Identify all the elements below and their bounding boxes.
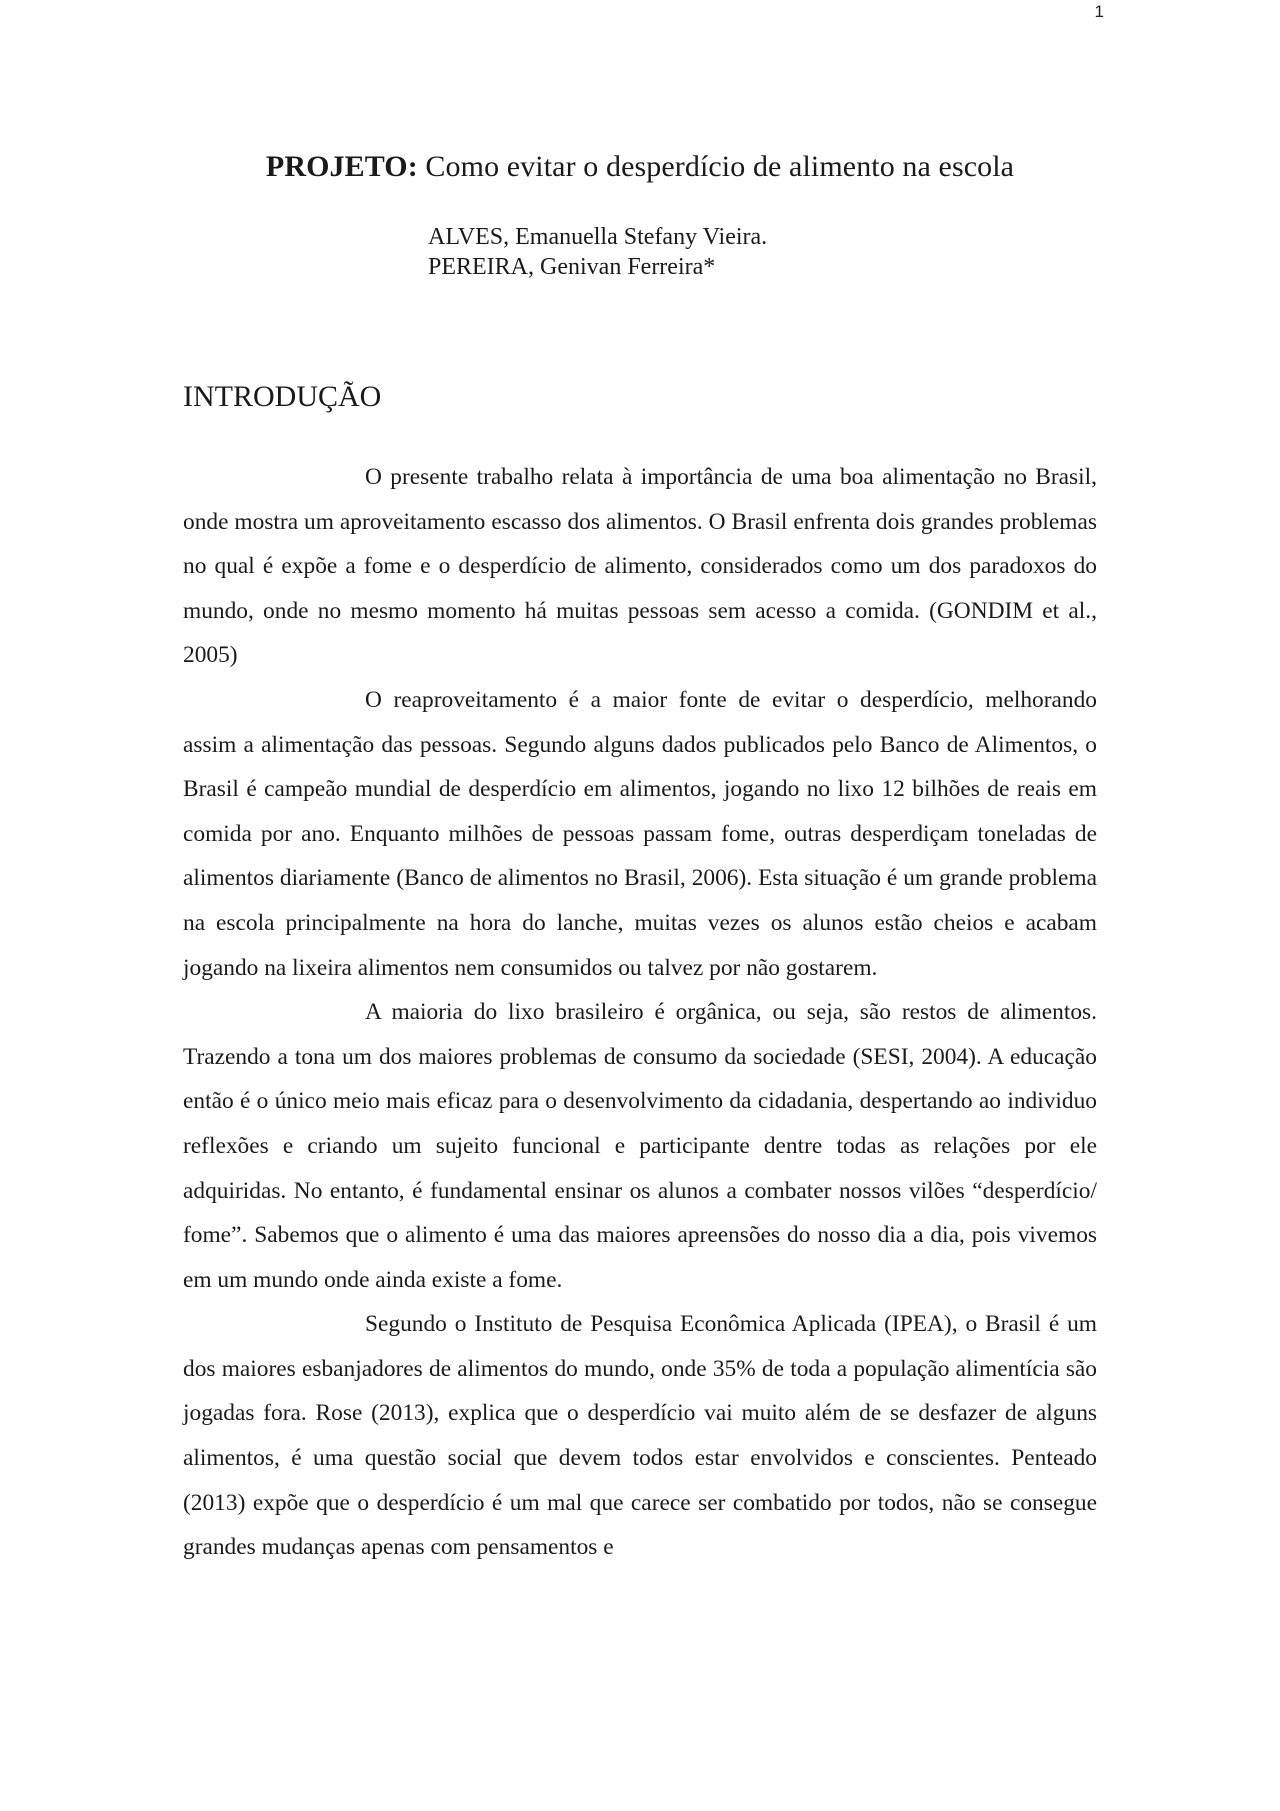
section-heading: INTRODUÇÃO xyxy=(183,380,382,413)
title-label: PROJETO: xyxy=(265,150,418,183)
paragraph: Segundo o Instituto de Pesquisa Econômica Aplicada (IPEA), o Brasil é um dos maiores esbanjadores de alimentos do mundo, onde 35% de toda a população alimentícia são jogadas fora. Rose (2013), explica que o desperdício vai muito além de se desfazer de alguns alimentos, é uma questão social que devem todos estar envolvidos e conscientes. Penteado (2013) expõe que o desperdício é um mal que carece ser combatido por todos, não se consegue grandes mudanças apenas com pensamentos e xyxy=(183,1311,1097,1561)
document-title xyxy=(0,150,1280,184)
author-name: PEREIRA, Genivan Ferreira* xyxy=(428,254,716,280)
author-list xyxy=(428,222,767,282)
page-number: 1 xyxy=(1094,2,1104,21)
paragraph: O reaproveitamento é a maior fonte de evitar o desperdício, melhorando assim a alimentação das pessoas. Segundo alguns dados publicados pelo Banco de Alimentos, o Brasil é campeão mundial de desperdício em alimentos, jogando no lixo 12 bilhões de reais em comida por ano. Enquanto milhões de pessoas passam fome, outras desperdiçam toneladas de alimentos diariamente (Banco de alimentos no Brasil, 2006). Esta situação é um grande problema na escola principalmente na hora do lanche, muitas vezes os alunos estão cheios e acabam jogando na lixeira alimentos nem consumidos ou talvez por não gostarem. xyxy=(183,686,1097,981)
body-text xyxy=(183,455,1097,1570)
paragraph: A maioria do lixo brasileiro é orgânica, ou seja, são restos de alimentos. Trazendo a tona um dos maiores problemas de consumo da sociedade (SESI, 2004). A educação então é o único meio mais eficaz para o desenvolvimento da cidadania, despertando ao individuo reflexões e criando um sujeito funcional e participante dentre todas as relações por ele adquiridas. No entanto, é fundamental ensinar os alunos a combater nossos vilões “desperdício/ fome”. Sabemos que o alimento é uma das maiores apreensões do nosso dia a dia, pois vivemos em um mundo onde ainda existe a fome. xyxy=(183,999,1097,1293)
title-text: Como evitar o desperdício de alimento na escola xyxy=(417,150,1015,183)
paragraph: O presente trabalho relata à importância de uma boa alimentação no Brasil, onde mostra um aproveitamento escasso dos alimentos. O Brasil enfrenta dois grandes problemas no qual é expõe a fome e o desperdício de alimento, considerados como um dos paradoxos do mundo, onde no mesmo momento há muitas pessoas sem acesso a comida. (GONDIM et al., 2005) xyxy=(183,464,1097,669)
author-name: ALVES, Emanuella Stefany Vieira. xyxy=(428,224,768,250)
